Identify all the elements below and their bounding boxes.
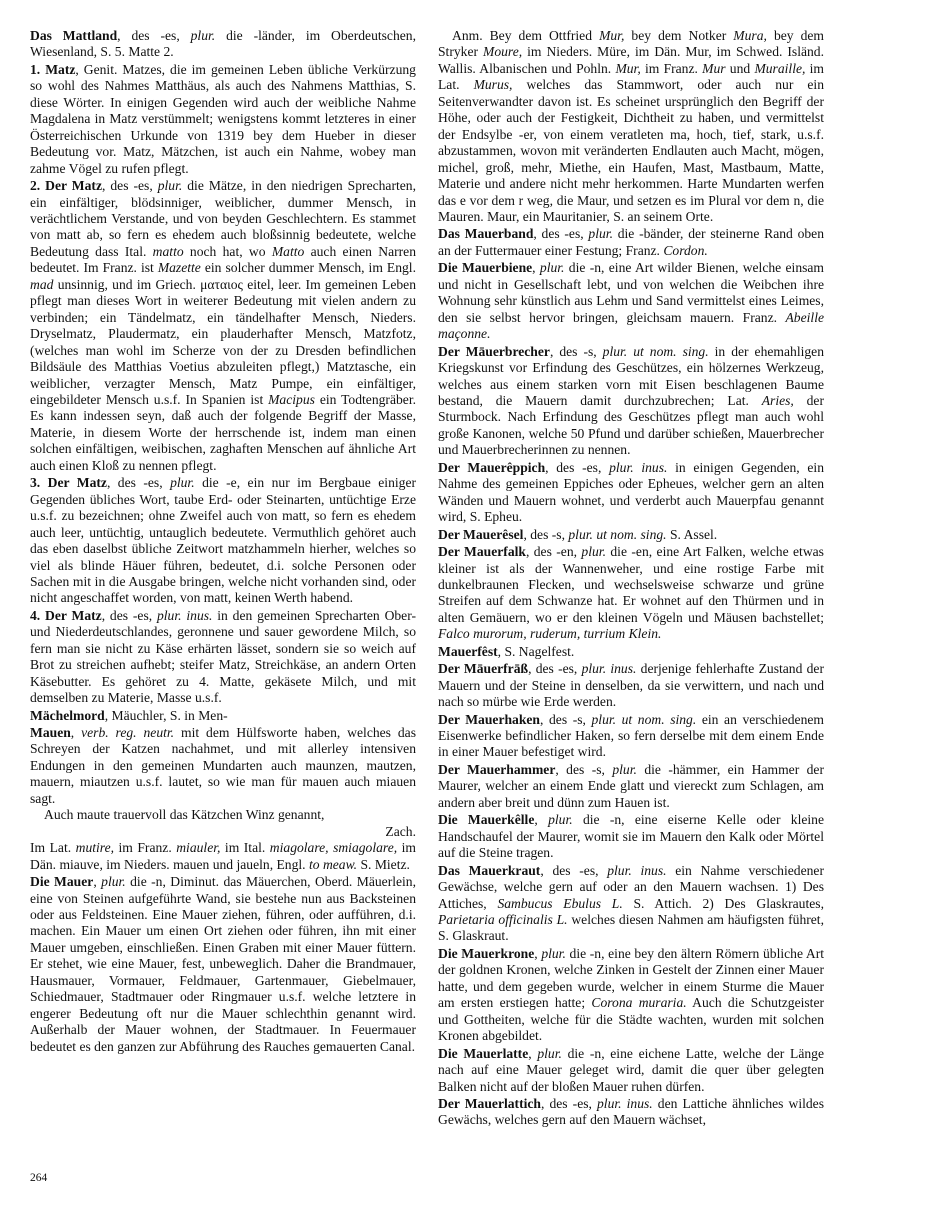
left-column [30,28,416,1056]
dictionary-entry-matz-1 [30,62,416,177]
dictionary-entry-matz-2 [30,178,416,474]
entry-paragraph [438,644,824,660]
dictionary-entry-mauerbiene [438,260,824,342]
entry-paragraph [438,226,824,259]
italic-term: plur. [190,28,216,43]
italic-term: Mur [702,60,726,76]
italic-term: plur. ut nom. sing. [591,711,697,727]
entry-paragraph [30,475,416,607]
entry-text: der Sturmbock. Nach Erfindung des Geschützes pflegt man auch wohl große Kanonen, welche 50 Pfund und darüber schießen, Mauerbrecher und Mauerbrecherinnen zu nennen. [438,392,824,458]
entry-paragraph [30,725,416,807]
dictionary-entry-maechelmord [30,708,416,724]
headword: 4. Der Matz [30,607,102,623]
dictionary-entry-matz-4 [30,608,416,707]
entry-text: , Mäuchler, S. in Men- [104,707,228,723]
entry-paragraph [30,874,416,1055]
entry-text: , Genit. Matzes, die im gemeinen Leben übliche Verkürzung so wohl des Nahmes Matthäus, als auch des Nahmens Matthias, S. diese Wörter. In einigen Gegenden wird auch der weibliche Nahme Magdalena in Matz verstümmelt; wenigstens kommt letzteres in einer Österreichischen Urkunde von 1319 bey dem Hueber in dieser Bedeutung vor. Matz, Mätzchen, ist auch ein Nahme, wobey man zahme Vögel zu rufen pflegt. [30,61,416,176]
dictionary-entry-maueresel [438,527,824,543]
entry-text: die -länder, im Oberdeutschen, Wiesenland, S. 5. Matte 2. [30,28,416,60]
entry-text: derjenige fehlerhafte Zustand der Mauern und der Steine in denselben, da sie verwittern, und nach und nach so mürbe wie Erde werden. [438,661,824,710]
dictionary-entry-mauerkrone [438,946,824,1045]
italic-term: plur. ut nom. sing. [602,343,709,359]
headword: Der Mauerhammer [438,761,556,777]
dictionary-entry-mauerband [438,226,824,259]
italic-term: plur. inus. [597,1096,653,1111]
entry-paragraph [438,762,824,811]
headword: Der Mauerêppich [438,459,546,475]
entry-text: die Mätze, in den niedrigen Sprecharten, ein einfältiger, blödsinniger, weiblicher, dummer Mensch, in verächtlichem Verstande, und von beyden Geschlechtern. Es stammet von matt ab, so fern es ehedem auch bloßsinnig bedeutete, welche Bedeutung dass Ital. [30,178,416,259]
entry-text: , [93,874,102,890]
headword: Die Mauerkrone [438,945,535,961]
headword: Die Mauerkêlle [438,812,535,828]
dictionary-entry-mauerhaken [438,712,824,761]
italic-term: Mura, [733,28,767,43]
entry-text: im Dän. miauve, im Nieders. mauen und jaueln, Engl. [30,840,416,872]
italic-term: Murus, [473,77,513,93]
italic-term: miagolare, smiagolare, [269,840,398,856]
entry-text: unsinnig, und im Griech. ματαιος eitel, leer. Im gemeinen Leben pflegt man dieses Wort in weiterer Bedeutung mit vielen andern zu verbinden; ein Tändelmatz, ein tändelhafter Mensch, Nieders. Dryselmatz, Plaudermatz, ein plauderhafter Mensch, Matzfotz, (welches man wohl im Scherze von der zu Dresden befindlichen Bildsäule des Matthias Voetius abzuleiten pflegt,) Matztasche, ein weiblicher, verzagter Mensch, Matz Pumpe, ein einfältiger, eingebildeter Mensch u.s.f. In Spanien ist [30,276,416,407]
dictionary-entry-mauer [30,874,416,1055]
entry-text: Auch die Schutzgeister und Gottheiten, welche für die Städte wachten, wurden mit solchen Kronen abgebildet. [438,995,825,1044]
right-column [438,28,824,1130]
entry-text: ein solcher dummer Mensch, im Engl. [200,260,416,276]
italic-term: plur. [157,178,183,194]
entry-paragraph [30,708,416,724]
headword: Der Mauerhaken [438,711,540,727]
entry-text: im Ital. [220,840,270,856]
headword: Das Mauerkraut [438,862,541,878]
italic-term: plur. [537,1045,562,1061]
entry-text: , des -es, [101,607,157,623]
entry-text: , des -es, [540,862,608,878]
entry-text: ein an verschiedenem Eisenwerke befindlicher Haken, so fern derselbe mit dem einem Ende in einer Mauer befestiget wird. [438,711,824,760]
entry-text: im Lat. [438,60,825,93]
entry-paragraph [30,178,416,474]
headword: Der Māuerbrecher [438,343,550,359]
entry-text: welches das Stammwort, oder auch nur ein Seitenverwandter davon ist. Es scheinet ursprünglich den Begriff der Höhe, oder auch der Festigkeit, Dichtheit zu haben, und vermittelst der Endsylbe -er, von einem veratleten ma, hoch, tief, stark, u.s.f. abzustammen, wovon mit veränderten Endlauten auch Macht, mögen, michel, groß, mehr, Miethe, ein Haufen, Mast, Mastbaum, Matte, Materie und andere nicht mehr herkommen. Harte Mundarten werfen das e vor dem r weg, die Maur, und setzen es im Plural vor dem n, die Mauren. Maur, ein Mauritanier, S. an seinem Orte. [438,77,824,224]
entry-text: in der ehemahligen Kriegskunst vor Erfindung des Geschützes, ein hölzernes Werkzeug, welches aus einem starken vorn mit Eisen beschlagenen Baume bestand, die Mauern damit durchzubrechen; Lat. [438,343,824,408]
entry-paragraph [30,608,416,707]
entry-paragraph [438,661,824,710]
entry-paragraph [438,28,824,225]
headword: Der Mauerêsel [438,526,524,542]
verse-quote: Auch maute trauervoll das Kätzchen Winz genannt, [44,807,325,823]
dictionary-entry-mauereppich [438,460,824,526]
verse-source: Zach. [385,823,416,839]
entry-text: , des -s, [549,343,603,359]
entry-text: ein Todtengräber. Es kann indessen seyn, daß auch der folgende Begriff der Masse, Materie, in diesem Worte der herrschende ist, indem man einen solchen einfältigen, weibischen, zaghaften Menschen auf ähnliche Art auch einen Kloß zu nennen pflegt. [30,391,416,473]
italic-term: Cordon. [663,242,708,258]
entry-text: im Nieders. Müre, im Dän. Mur, im Schwed. Isländ. Wallis. Albanischen und Pohln. [438,44,824,76]
italic-term: plur. [612,761,637,777]
entry-text: die -n, eine eiserne Kelle oder kleine Handschaufel der Maurer, womit sie im Mauern den Kalk oder Mörtel auf die Steine tragen. [438,812,825,861]
entry-text: mit dem Hülfsworte haben, welches das Schreyen der Katzen nachahmet, und mit allerley intensiven Endungen in den gemeinen Mundarten auch maunzen, mautzen, mauern, miautzen u.s.f. lautet, so wie man für mauen auch miauen sagt. [30,725,417,806]
italic-term: Corona muraria. [591,995,687,1011]
entry-text: , des -es, [106,475,171,491]
italic-term: plur. inus. [609,459,668,475]
italic-term: Parietaria officinalis L. [438,912,568,928]
entry-text: , [532,260,540,276]
entry-text: , des -es, [533,226,589,242]
headword: Das Mauerband [438,226,534,242]
dictionary-entry-mauerfest [438,644,824,660]
entry-text: Im Lat. [30,840,76,856]
entry-paragraph [438,460,824,526]
entry-paragraph [438,812,824,861]
page-number: 264 [30,1172,48,1184]
dictionary-entry-mattland [30,28,416,61]
headword: Das Mattland [30,28,118,43]
entry-text: , S. Nagelfest. [497,643,575,659]
entry-continuation [30,840,416,873]
entry-text: auch einen Narren bedeutet. Im Franz. ist [30,243,416,276]
entry-paragraph [30,28,416,61]
dictionary-entry-mauerlatte [438,1046,824,1095]
italic-term: Matto [271,243,305,259]
entry-paragraph [438,712,824,761]
entry-text: , [534,812,549,828]
italic-term: plur. [101,874,126,890]
entry-text: ein Nahme verschiedener Gewächse, welche gern auf oder an den Mauern wachsen. 1) Des Attiches, [438,862,824,911]
entry-text: in einigen Gegenden, ein Nahme des gemeinen Eppiches oder Epheues, welcher gern an alten Wänden und Mauern wohnet, und verderbt auch Mauerpfau genannt wird, S. Epheu. [438,459,824,525]
entry-text: , des -es, [545,459,610,475]
italic-term: plur. [539,260,565,276]
italic-term: verb. reg. neutr. [81,725,175,741]
entry-text: S. Attich. 2) Des Glaskrautes, [622,895,824,911]
italic-term: plur. [581,544,606,560]
dictionary-entry-mauerfrass [438,661,824,710]
italic-term: mad [30,276,54,292]
entry-text: die -n, eine Art wilder Bienen, welche einsam und nicht in Gesellschaft lebt, und von welchen die Weibchen ihre Wohnung sehr künstlich aus Lehm und Sand vermittelst eines Leimes, den sie selbst hervor bringen, gleichsam mauern. Franz. [438,260,825,325]
entry-text: , des -s, [555,761,613,777]
dictionary-entry-mauerkelle [438,812,824,861]
headword: Die Mauer [30,874,94,890]
italic-term: mutire, [75,840,115,856]
entry-text: die -n, eine bey den ältern Römern übliche Art der goldnen Kronen, welche Zinken in Gestelt der Zinnen einer Mauer hatte, und dem gegeben wurde, welcher in einem Sturme die Mauer am ersten erstiegen hatte; [438,945,824,1011]
entry-paragraph [438,544,824,643]
italic-term: plur. [548,812,573,828]
dictionary-entry-mauerlattich [438,1096,824,1129]
entry-text: , des -es, [528,661,582,677]
dictionary-entry-anm [438,28,824,225]
entry-text: die -hämmer, ein Hammer der Maurer, welcher an einem Ende glatt und viereckt zum Schlagen, am andern aber breit und dünn zum Hauen ist. [438,761,824,810]
entry-text: , des -en, [525,544,582,560]
italic-term: Falco murorum, ruderum, turrium Klein. [438,626,662,642]
entry-text: im Franz. [640,60,703,76]
italic-term: plur. [541,945,566,961]
entry-text: S. Mietz. [357,856,410,872]
entry-paragraph [438,344,824,459]
headword: 2. Der Matz [30,178,102,194]
dictionary-entry-matz-3 [30,475,416,607]
entry-text: , des -es, [117,28,191,43]
italic-term: Macipus [268,391,315,407]
italic-term: matto [152,243,184,259]
entry-paragraph [30,62,416,177]
italic-term: plur. ut nom. sing. [568,526,667,542]
dictionary-entry-mauerbrecher [438,344,824,459]
headword: Mächelmord [30,707,105,723]
headword: Der Mauerlattich [438,1096,541,1111]
entry-text: in den gemeinen Sprecharten Ober- und Niederdeutschlandes, geronnene und sauer gewordene Milch, so fern man sie nicht zu Käse erhärten lässet, sondern sie so weich auf Brot zu streichen aufhebt; steifer Matz, Streichkäse, an andern Orten Käsebutter. Es gehöret zu 4. Matte, gekäsete Milch, und mit demselben zu Materie, Masse u.s.f. [30,607,416,706]
headword: Der Mauerfalk [438,544,526,560]
entry-text: die -bänder, der steinerne Rand oben an der Futtermauer einer Festung; Franz. [438,226,824,258]
headword: Die Mauerlatte [438,1045,529,1061]
dictionary-entry-mauerhammer [438,762,824,811]
italic-term: to meaw. [308,856,358,872]
italic-term: Moure, [483,44,523,60]
entry-text: , des -es, [540,1096,597,1111]
headword: Die Mauerbiene [438,260,533,276]
entry-text: Anm. Bey dem Ottfried [452,28,600,43]
italic-term: Mur, [615,60,641,76]
headword: 1. Matz [30,61,76,77]
entry-paragraph [438,1096,824,1129]
entry-text: bey dem Notker [624,28,734,43]
italic-term: Muraille, [754,60,806,76]
entry-text: , [528,1045,538,1061]
italic-term: Abeille maçonne. [438,309,824,342]
italic-term: miauler, [176,840,221,856]
italic-term: Mur, [599,28,625,43]
headword: Mauen [30,725,71,741]
entry-text: noch hat, wo [183,243,272,259]
entry-text: welches diesen Nahmen am häufigsten führet, S. Glaskraut. [438,912,824,944]
entry-paragraph [438,863,824,945]
entry-paragraph [438,946,824,1045]
entry-text: die -e, ein nur im Bergbaue einiger Gegenden übliches Wort, taube Erd- oder Steinarten, untüchtige Erze u.s.f. zu bezeichnen; ohne Zweifel auch von matt, so fern es ehedem auch leer, untüchtig, untauglich bedeutete. Vermuthlich gehöret auch das eben daselbst übliche Zeitwort matzhammeln hierher, welches so viel als blinde Häuer führen, bedeutet, d.i. solche Personen oder Sachen mit in die Ausgabe bringen, welche nicht vorhanden sind, oder nicht angeschaffet worden, von matt, keinen Werth habend. [30,475,417,606]
italic-term: Aries, [761,392,794,408]
italic-term: plur. inus. [581,661,637,677]
entry-text: den Lattiche ähnliches wildes Gewächs, welches gern auf den Mauern wächset, [438,1096,825,1128]
entry-text: S. Assel. [666,526,718,542]
headword: Der Māuerfrāß [438,661,529,677]
headword: 3. Der Matz [30,475,107,491]
italic-term: Mazette [157,260,201,276]
italic-term: plur. inus. [156,607,213,623]
entry-text: , des -s, [540,711,592,727]
dictionary-entry-mauerkraut [438,863,824,945]
entry-text: im Franz. [114,840,177,856]
italic-term: Sambucus Ebulus L. [497,895,623,911]
italic-term: plur. inus. [607,862,667,878]
entry-text: die -n, Diminut. das Mäuerchen, Oberd. Mäuerlein, eine von Steinen aufgeführte Wand, sie bestehe nun aus Backsteinen oder aus Feldsteinen. Eine Mauer ziehen, führen, oder aufführen, d.i. machen. Ein Mauer um einen Ort ziehen oder führen, ihn mit einer Mauer umgeben, einschließen. Einen Graben mit einer Mauer füttern. Er stehet, wie eine Mauer, fest, unbeweglich. Daher die Brandmauer, Hausmauer, Vormauer, Feldmauer, Gartenmauer, Giebelmauer, Schiedmauer, Stadtmauer oder Ringmauer u.s.f. welche letztere in engerer Bedeutung oft nur die Mauer schlechthin genannt wird. Außerhalb der Mauer wohnen, der Stadtmauer. In Feuermauer bedeutet es den ganzen zur Abführung des Rauches gemauerten Canal. [30,874,417,1054]
entry-text: und [725,60,755,76]
entry-text: , [534,945,542,961]
entry-text: , [70,725,82,741]
italic-term: plur. [170,475,195,491]
entry-text: die -n, eine eichene Latte, welche der Länge nach auf eine Mauer geleget wird, damit die quer über gelegten Balken nicht auf der bloßen Mauer ruhen dürfen. [438,1045,824,1094]
entry-text: bey dem Stryker [438,28,825,60]
entry-text: , des -s, [523,526,569,542]
entry-paragraph [438,527,824,543]
entry-text: , des -es, [102,178,158,194]
dictionary-entry-mauerfalk [438,544,824,643]
entry-paragraph [438,1046,824,1095]
entry-text: die -en, eine Art Falken, welche etwas kleiner ist als der Wannenweher, und eine rostige Farbe mit dunkelbraunen Flecken, und wechselsweise schwarze und grüne Streifen auf dem Schwanze hat. Er wohnet auf den Thürmen und in alten Gemäuern, wo er den kleinen Vögeln und Mäusen bachstellet; [438,544,824,625]
italic-term: plur. [588,226,613,242]
headword: Mauerfêst [438,643,498,659]
dictionary-entry-mauen [30,725,416,873]
entry-paragraph [438,260,824,342]
